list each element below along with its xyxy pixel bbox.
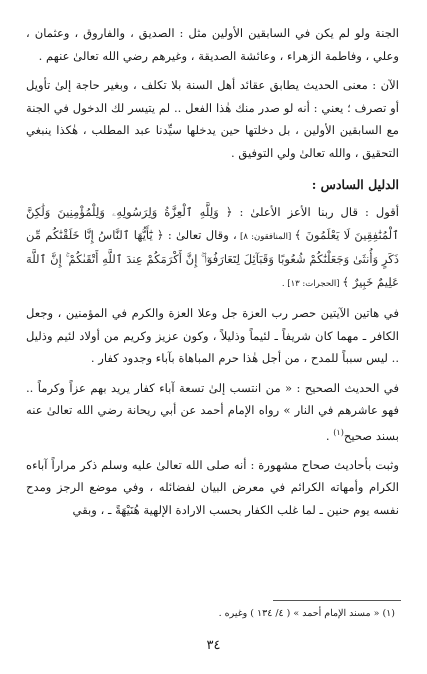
paragraph-2: الآن : معنى الحديث يطابق عقائد أهل السنة بلا تكلف ، وبغير حاجة إلىٰ تأويل أو تصرف ؛ يعني : أنه لو صدر منك هٰذا الفعل .. لم يتيسر لك الدخول في الجنة مع السابقين الأولين ، بل دخلتها حين يدخلها سيِّدنا عبد المطلب ، هٰكذا ينبغي التحقيق ، والله تعالىٰ ولي التوفيق . [26, 78, 399, 160]
quran-verse-1: ﴿ وَلِلَّهِ ٱلْعِزَّةُ وَلِرَسُولِهِۦ وَلِلْمُؤْمِنِينَ وَلَٰكِنَّ ٱلْمُنَٰفِقِينَ لَا يَعْلَمُونَ ﴾ [26, 205, 399, 242]
paragraph-1: الجنة ولو لم يكن في السابقين الأولين مثل : الصديق ، والفاروق ، وعثمان ، وعلي ، وفاطمة الزهراء ، وعائشة الصديقة ، وغيرهم رضي الله تعالىٰ عنهم . [26, 26, 399, 63]
quran-verse-2: ﴿ يَٰٓأَيُّهَا ٱلنَّاسُ إِنَّا خَلَقْنَٰكُم مِّن ذَكَرٍ وَأُنثَىٰ وَجَعَلْنَٰكُمْ شُعُوبًا وَقَبَآئِلَ لِتَعَارَفُوٓا۟ ۚ إِنَّ أَكْرَمَكُمْ عِندَ ٱللَّهِ أَتْقَىٰكُمْ ۚ إِنَّ ٱللَّهَ عَلِيمٌ خَبِيرٌ ﴾ [26, 227, 399, 289]
page-number: ٣٤ [206, 638, 221, 653]
section-heading: الدليل السادس : [311, 177, 399, 192]
paragraph-3: في هاتين الآيتين حصر رب العزة جل وعلا العزة والكرم في المؤمنين ، وجعل الكافر ـ مهما كان شريفاً ـ لئيماً وذليلاً ، وكون عزيز وكريم من أولاد لئيم وذليل .. ليس سبباً للمدح ، من أجل هٰذا حرم المباهاة بآباء وجدود كفار . [26, 306, 399, 365]
verse-2-reference: [الحجرات: ١٣] . [281, 278, 343, 289]
verse-intro: أقول : قال ربنا الأعز الأعلىٰ : [232, 205, 399, 219]
footnote: (١) « مسند الإمام أحمد » ( ٤/ ١٣٤ ) وغيره . [218, 608, 395, 619]
verse-paragraph [26, 201, 399, 295]
verse-connector: ، وقال تعالىٰ : [163, 227, 237, 242]
hadith-end: . [325, 428, 334, 443]
hadith-text: في الحديث الصحيح : « من انتسب إلىٰ تسعة آباء كفار يريد بهم عزاً وكرماً .. فهو عاشرهم في النار » رواه الإمام أحمد عن أبي ريحانة رضي الله تعالىٰ عنه بسند صحيح [26, 380, 399, 443]
footnote-marker: (١) [333, 427, 344, 437]
paragraph-4: وثبت بأحاديث صحاح مشهورة : أنه صلى الله تعالىٰ عليه وسلم ذكر مراراً آباءه الكرام وأمهاته الكرائم في معرض البيان لفضائله ، وفي موضع الرجز ومدح نفسه يوم حنين ـ لما غلب الكفار بحسب الارادة الإلهية هُنَيْهَةً ـ ، وبقي [26, 457, 399, 517]
footnote-divider [273, 600, 401, 601]
verse-1-reference: [المنافقون: ٨] [236, 231, 295, 242]
hadith-paragraph [26, 377, 399, 447]
